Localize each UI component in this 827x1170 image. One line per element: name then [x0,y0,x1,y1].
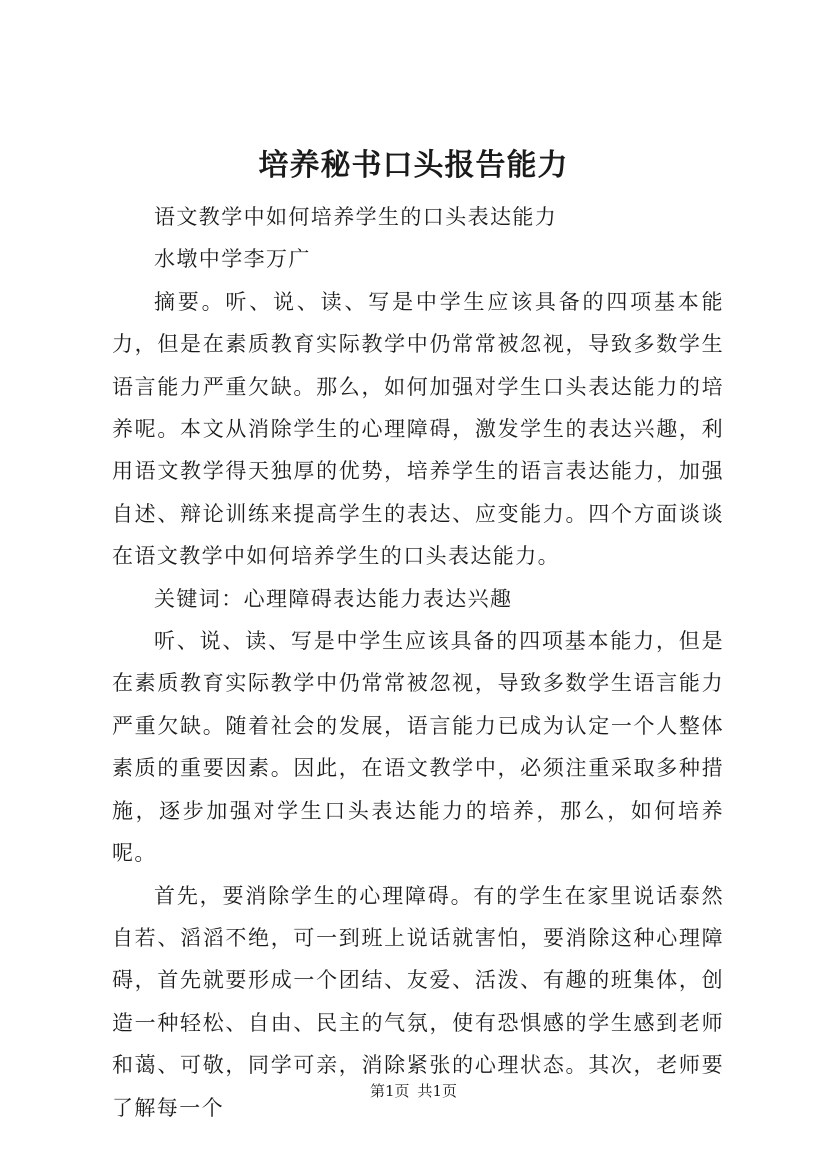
body-paragraph: 首先，要消除学生的心理障碍。有的学生在家里说话泰然自若、滔滔不绝，可一到班上说话就害怕，要消除这种心理障碍，首先就要形成一个团结、友爱、活泼、有趣的班集体，创造一种轻松、自由、民主的气氛，使有恐惧感的学生感到老师和蔼、可敬，同学可亲，消除紧张的心理状态。其次，老师要了解每一个 [112,883,724,1120]
intro-paragraph: 听、说、读、写是中学生应该具备的四项基本能力，但是在素质教育实际教学中仍常常被忽视，导致多数学生语言能力严重欠缺。随着社会的发展，语言能力已成为认定一个人整体素质的重要因素。因此，在语文教学中，必须注重采取多种措施，逐步加强对学生口头表达能力的培养，那么，如何培养呢。 [112,629,724,866]
page-number: 第1页 [369,1082,410,1100]
keywords-paragraph: 关键词：心理障碍表达能力表达兴趣 [154,586,513,611]
page-footer [0,1080,827,1102]
document-body [112,196,724,1129]
page-total: 共1页 [417,1082,458,1100]
author-paragraph: 水墩中学李万广 [154,247,311,272]
abstract-paragraph: 摘要。听、说、读、写是中学生应该具备的四项基本能力，但是在素质教育实际教学中仍常常被忽视，导致多数学生语言能力严重欠缺。那么，如何加强对学生口头表达能力的培养呢。本文从消除学生的心理障碍，激发学生的表达兴趣，利用语文教学得天独厚的优势，培养学生的语言表达能力，加强自述、辩论训练来提高学生的表达、应变能力。四个方面谈谈在语文教学中如何培养学生的口头表达能力。 [112,289,724,569]
subtitle-paragraph: 语文教学中如何培养学生的口头表达能力 [154,205,558,229]
document-title: 培养秘书口头报告能力 [258,148,569,183]
